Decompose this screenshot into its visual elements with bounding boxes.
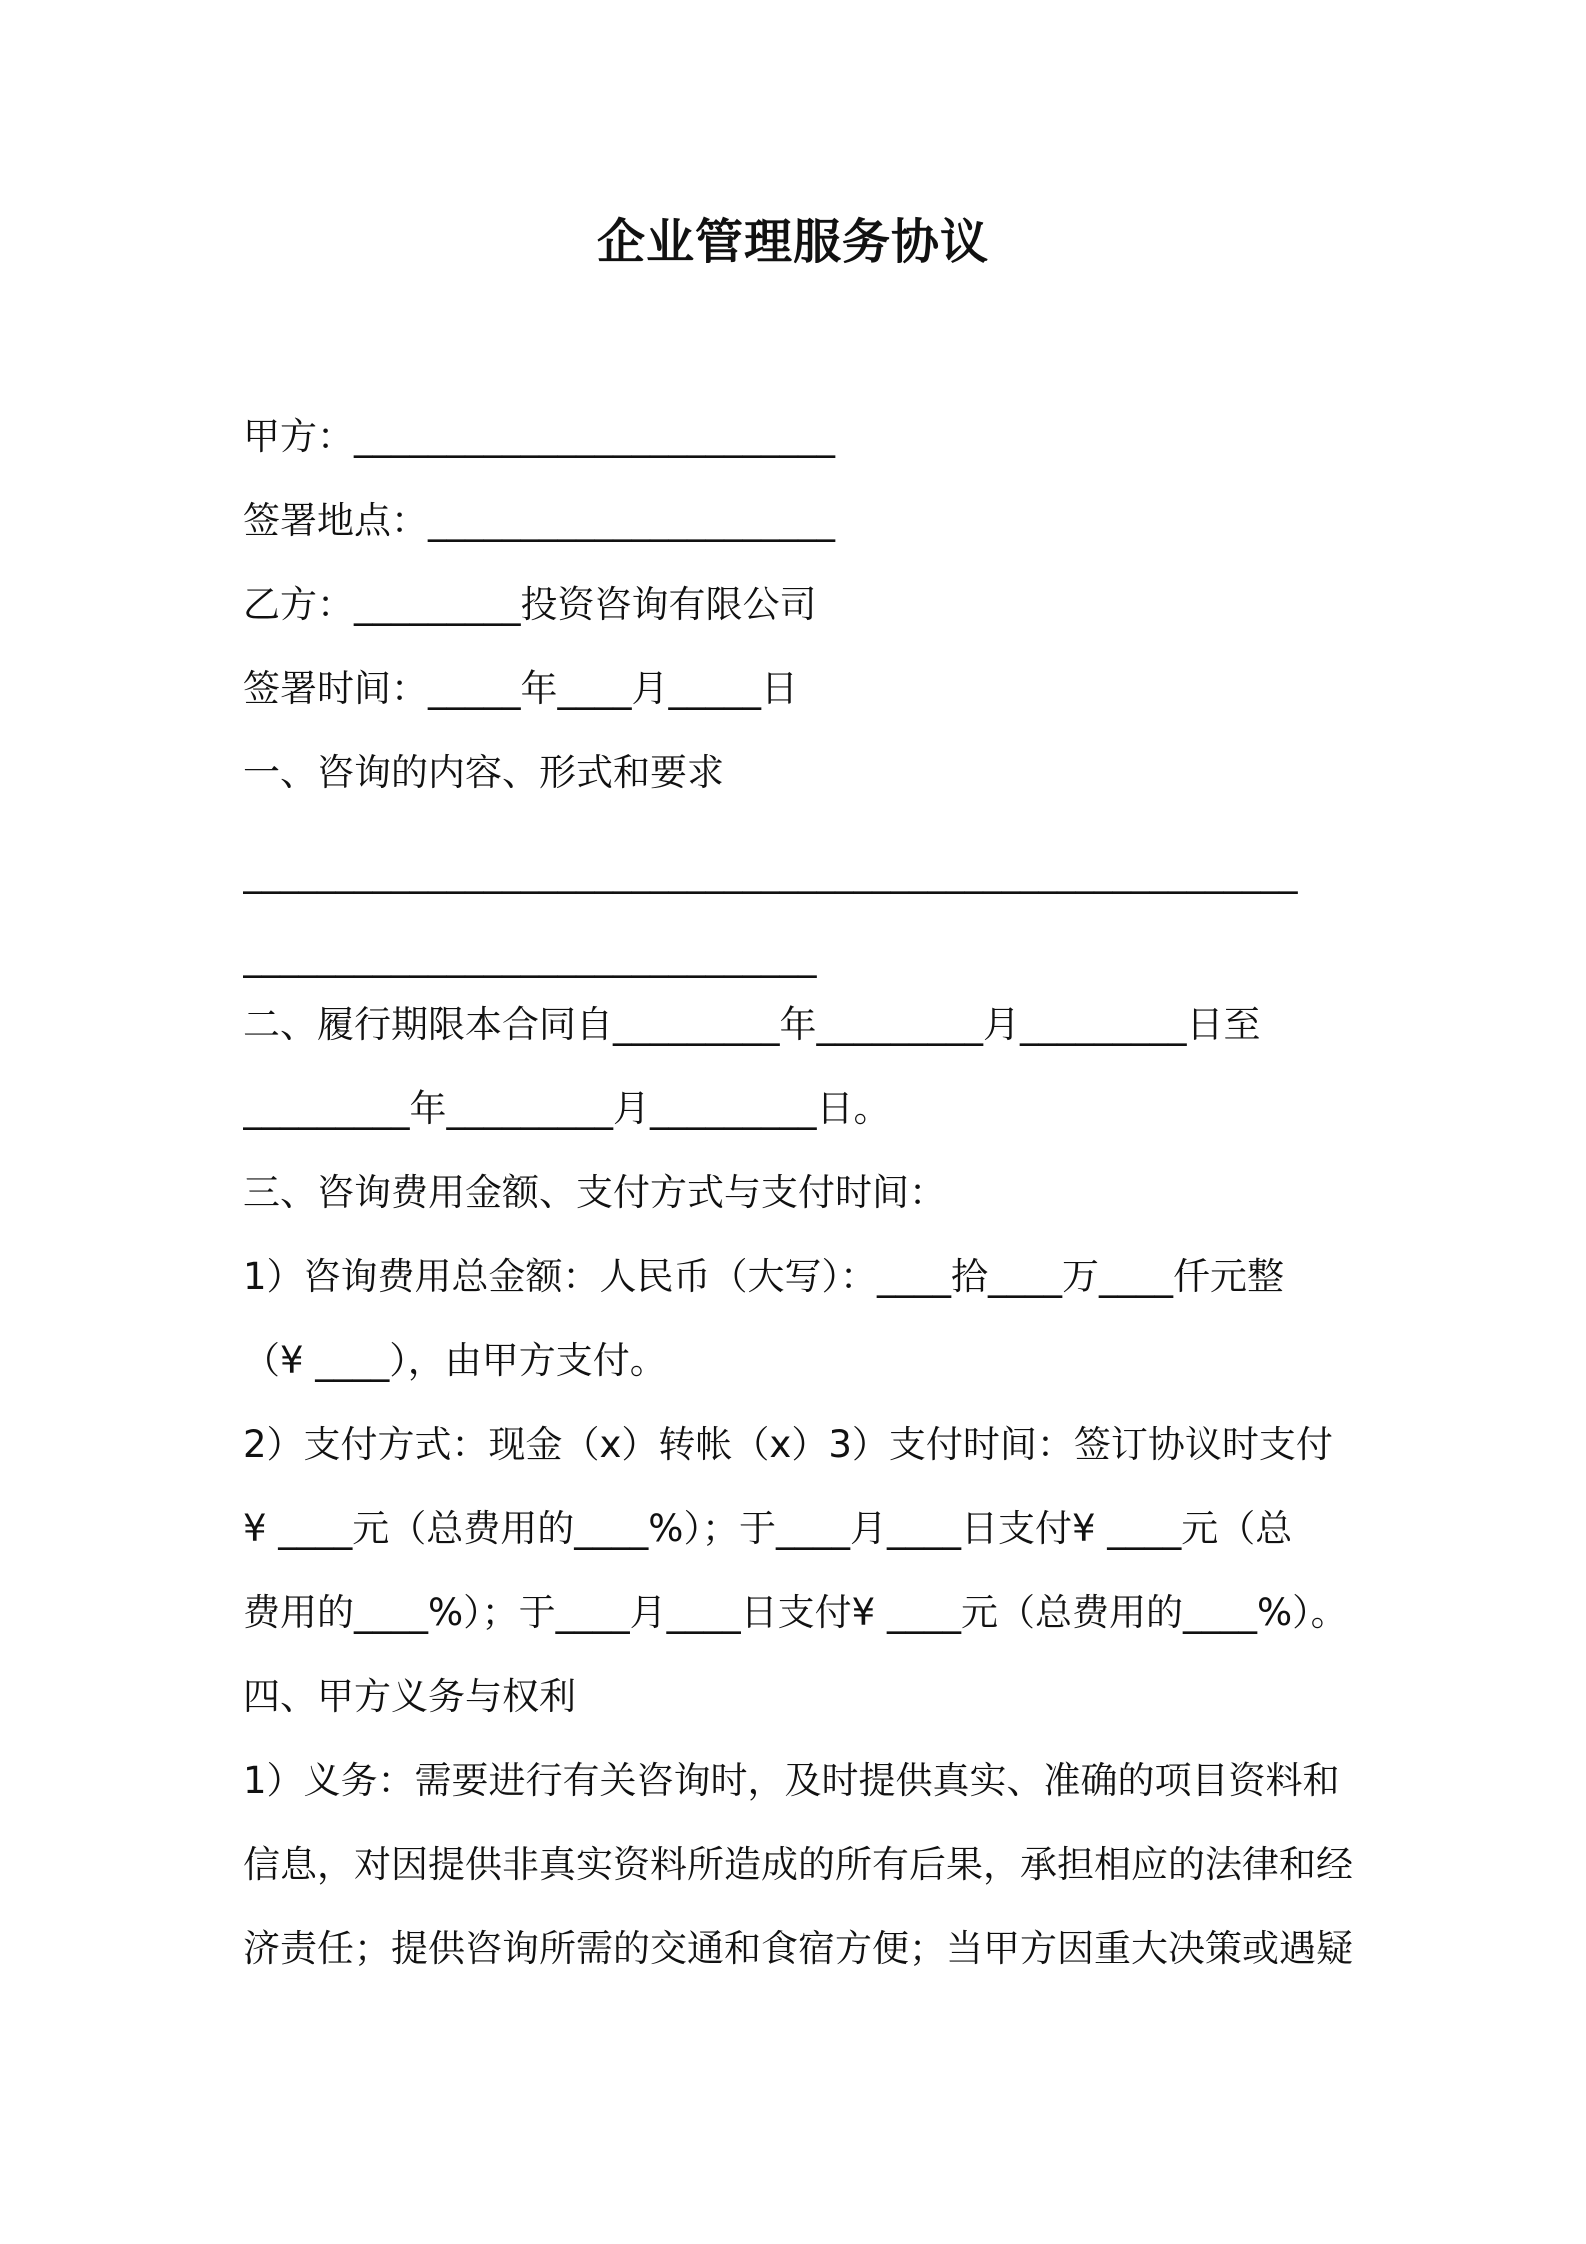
section-1-heading: 一、咨询的内容、形式和要求 bbox=[243, 751, 724, 794]
section-4-heading: 四、甲方义务与权利 bbox=[243, 1675, 576, 1718]
payment-schedule-line-cont: 费用的____%）；于____月____日支付¥ ____元（总费用的____%）。 bbox=[243, 1591, 1348, 1634]
party-a-line: 甲方：__________________________ bbox=[243, 415, 835, 458]
obligation-line: 信息，对因提供非真实资料所造成的所有后果，承担相应的法律和经 bbox=[243, 1843, 1353, 1886]
section-3-heading: 三、咨询费用金额、支付方式与支付时间： bbox=[243, 1171, 946, 1214]
payment-schedule-line: ¥ ____元（总费用的____%）；于____月____日支付¥ ____元（总 bbox=[243, 1507, 1293, 1550]
party-b-line: 乙方：_________投资咨询有限公司 bbox=[243, 583, 817, 626]
document-title: 企业管理服务协议 bbox=[596, 214, 989, 270]
section-2-line-cont: _________年_________月_________日。 bbox=[243, 1087, 891, 1130]
blank-line: _______________________________ bbox=[243, 935, 817, 978]
obligation-line: 济责任；提供咨询所需的交通和食宿方便；当甲方因重大决策或遇疑 bbox=[243, 1927, 1353, 1970]
signing-place-line: 签署地点：______________________ bbox=[243, 499, 835, 542]
section-2-line: 二、履行期限本合同自_________年_________月_________日至 bbox=[243, 1003, 1261, 1046]
blank-line: _________________________________________________________ bbox=[243, 851, 1298, 894]
signing-date-line: 签署时间：_____年____月_____日 bbox=[243, 667, 798, 710]
payment-method-line: 2）支付方式：现金（x）转帐（x）3）支付时间：签订协议时支付 bbox=[243, 1423, 1333, 1466]
fee-amount-line: 1）咨询费用总金额：人民币（大写）：____拾____万____仟元整 bbox=[243, 1255, 1285, 1298]
fee-amount-line-cont: （¥ ____），由甲方支付。 bbox=[243, 1339, 667, 1382]
obligation-line: 1）义务：需要进行有关咨询时，及时提供真实、准确的项目资料和 bbox=[243, 1759, 1340, 1802]
